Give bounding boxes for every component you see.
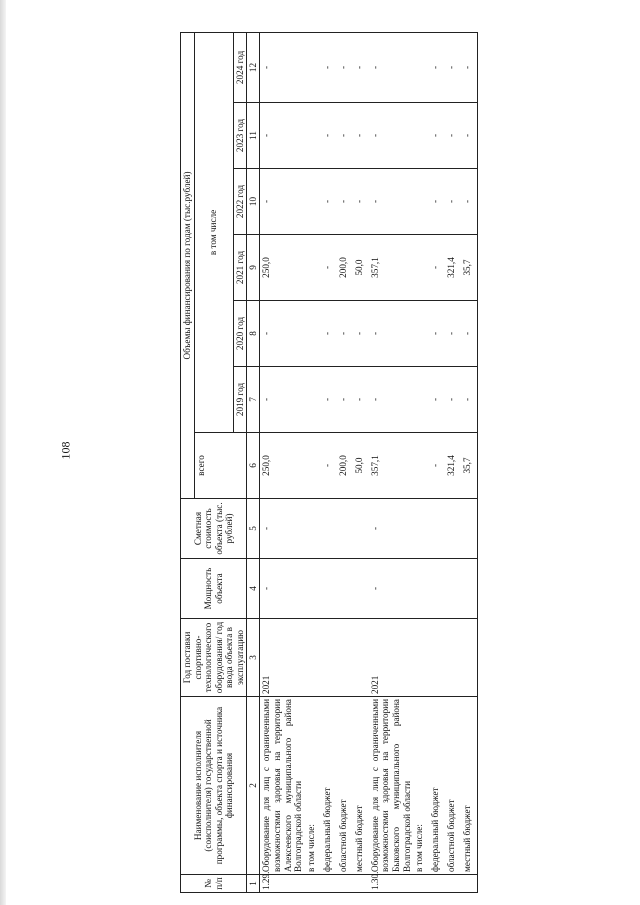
source-label: федеральный бюджет	[429, 697, 445, 875]
column-number: 6	[247, 433, 260, 499]
value-2024: -	[337, 32, 353, 102]
value-2021: -	[429, 235, 445, 301]
total-value: 321,4	[445, 433, 461, 499]
value-2021: 321,4	[445, 235, 461, 301]
value-2021: 357,1	[369, 235, 413, 301]
value-2024: -	[429, 32, 445, 102]
column-number: 7	[247, 367, 260, 433]
value-2022: -	[321, 169, 337, 235]
total-value: 200,0	[337, 433, 353, 499]
table-body	[260, 32, 478, 892]
value-2019: -	[353, 367, 369, 433]
scan-edge	[0, 0, 6, 905]
value-2022: -	[260, 169, 305, 235]
source-label: местный бюджет	[461, 697, 478, 875]
value-2021: 250,0	[260, 235, 305, 301]
value-2020: -	[321, 301, 337, 367]
page-number: 108	[58, 441, 73, 460]
value-2024: -	[321, 32, 337, 102]
value-2022: -	[461, 169, 478, 235]
value-2020: -	[369, 301, 413, 367]
source-label: федеральный бюджет	[321, 697, 337, 875]
table-row	[321, 32, 337, 892]
value-2019: -	[461, 367, 478, 433]
object-power: -	[260, 559, 305, 619]
object-power: -	[369, 559, 413, 619]
value-2019: -	[321, 367, 337, 433]
object-name: Оборудование для лиц с ограниченными возможностями здоровья на территории Алексеевского муниципального района Волгоградской области	[260, 697, 305, 875]
object-cost: -	[260, 499, 305, 559]
value-2021: -	[321, 235, 337, 301]
total-value: 357,1	[369, 433, 413, 499]
table-row	[429, 32, 445, 892]
column-number: 8	[247, 301, 260, 367]
value-2020: -	[260, 301, 305, 367]
funding-table	[180, 32, 478, 893]
table-row	[337, 32, 353, 892]
value-2021: 50,0	[353, 235, 369, 301]
value-2019: -	[445, 367, 461, 433]
total-value: 35,7	[461, 433, 478, 499]
value-2022: -	[445, 169, 461, 235]
header-total: всего	[194, 433, 247, 499]
row-number: 1.29.	[260, 875, 305, 893]
source-label: областной бюджет	[445, 697, 461, 875]
column-number: 2	[247, 697, 260, 875]
table-row	[260, 32, 305, 892]
delivery-year: 2021	[369, 619, 413, 697]
object-cost: -	[369, 499, 413, 559]
source-label: областной бюджет	[337, 697, 353, 875]
column-number: 4	[247, 559, 260, 619]
value-2020: -	[353, 301, 369, 367]
column-number: 10	[247, 169, 260, 235]
value-2022: -	[369, 169, 413, 235]
header-year-2020: 2020 год	[233, 301, 247, 367]
value-2022: -	[337, 169, 353, 235]
value-2020: -	[461, 301, 478, 367]
table-row	[445, 32, 461, 892]
table-header	[181, 32, 260, 892]
source-label: местный бюджет	[353, 697, 369, 875]
value-2023: -	[369, 103, 413, 169]
value-2020: -	[445, 301, 461, 367]
table-row	[369, 32, 413, 892]
value-2024: -	[445, 32, 461, 102]
header-year-2024: 2024 год	[233, 32, 247, 102]
total-value: -	[321, 433, 337, 499]
value-2023: -	[353, 103, 369, 169]
column-number: 5	[247, 499, 260, 559]
value-2021: 200,0	[337, 235, 353, 301]
value-2024: -	[461, 32, 478, 102]
source-label: в том числе:	[305, 697, 321, 875]
value-2023: -	[337, 103, 353, 169]
value-2019: -	[429, 367, 445, 433]
total-value: -	[429, 433, 445, 499]
value-2024: -	[260, 32, 305, 102]
header-name: Наименование исполнителя (соисполнителя) государственной программы, объекта спорта и источника финансирования	[181, 697, 247, 875]
header-year-2021: 2021 год	[233, 235, 247, 301]
total-value: 50,0	[353, 433, 369, 499]
value-2019: -	[369, 367, 413, 433]
header-year-2022: 2022 год	[233, 169, 247, 235]
table-row	[461, 32, 478, 892]
header-num: № п/п	[181, 875, 247, 893]
value-2020: -	[429, 301, 445, 367]
total-value: 250,0	[260, 433, 305, 499]
value-2023: -	[321, 103, 337, 169]
value-2021: 35,7	[461, 235, 478, 301]
header-year-2019: 2019 год	[233, 367, 247, 433]
header-funding: Объемы финансирования по годам (тыс.рублей)	[181, 32, 195, 498]
value-2022: -	[429, 169, 445, 235]
column-number: 9	[247, 235, 260, 301]
value-2024: -	[353, 32, 369, 102]
value-2023: -	[445, 103, 461, 169]
object-name: Оборудование для лиц с ограниченными возможностями здоровья на территории Быковского муниципального района Волгоградской области	[369, 697, 413, 875]
value-2019: -	[337, 367, 353, 433]
delivery-year: 2021	[260, 619, 305, 697]
value-2024: -	[369, 32, 413, 102]
table-row	[305, 32, 321, 892]
column-number: 12	[247, 32, 260, 102]
row-number: 1.30.	[369, 875, 413, 893]
column-number-row	[247, 32, 260, 892]
header-year-2023: 2023 год	[233, 103, 247, 169]
value-2023: -	[461, 103, 478, 169]
value-2022: -	[353, 169, 369, 235]
header-year: Год поставки спортивно-технологического оборудования/ год ввода объекта в эксплуатацию	[181, 619, 247, 697]
value-2019: -	[260, 367, 305, 433]
column-number: 1	[247, 875, 260, 893]
column-number: 11	[247, 103, 260, 169]
source-label: в том числе:	[413, 697, 429, 875]
rotated-table-container	[180, 33, 640, 893]
header-cost: Сметная стоимость объекта (тыс. рублей)	[181, 499, 247, 559]
table-row	[353, 32, 369, 892]
value-2023: -	[429, 103, 445, 169]
table-row	[413, 32, 429, 892]
column-number: 3	[247, 619, 260, 697]
value-2023: -	[260, 103, 305, 169]
header-including: в том числе	[194, 32, 233, 432]
header-power: Мощность объекта	[181, 559, 247, 619]
value-2020: -	[337, 301, 353, 367]
